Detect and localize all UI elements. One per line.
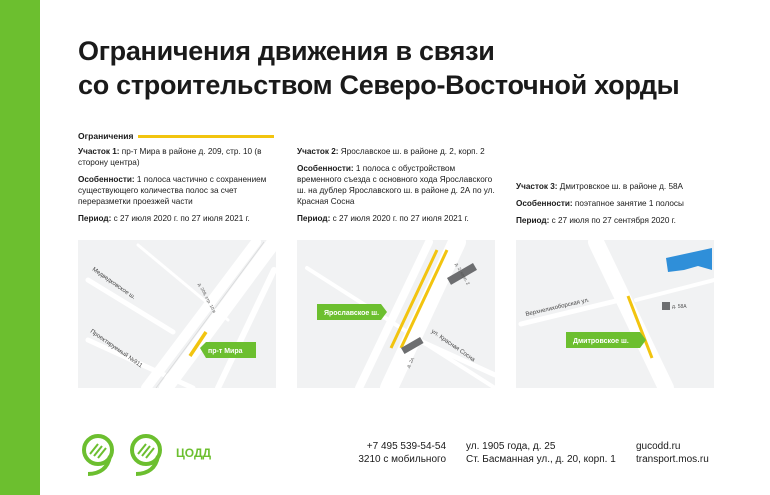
address-line-2: Ст. Басманная ул., д. 20, корп. 1 (466, 454, 616, 465)
section-2-period-label: Период: (297, 214, 331, 223)
map-3-house: д. 58А (672, 304, 687, 310)
section-2-features: 1 полоса с обустройством временного съезда с основного хода Ярославского ш. на дублер Ярославского ш. в районе д. 2А по ул. Красная Сосна (297, 164, 495, 206)
map-2-label: Ярославское ш. (324, 310, 380, 317)
phone-number: +7 495 539-54-54 (366, 441, 446, 452)
map-2-house-2: д. 2А (405, 356, 416, 369)
footer-address (466, 440, 616, 466)
map-3-street-1: Верхнелихоборская ул. (525, 297, 591, 318)
map-2-street-1: ул. Красная Сосна (429, 328, 476, 364)
address-line-1: ул. 1905 года, д. 25 (466, 441, 556, 452)
section-3-features: поэтапное занятие 1 полосы (572, 199, 684, 208)
section-2-label: Участок 2: (297, 147, 339, 156)
page-title (78, 34, 679, 102)
brand-stripe (0, 0, 40, 495)
map-3 (516, 240, 714, 388)
section-2-features-label: Особенности: (297, 164, 354, 173)
footer-sites (636, 440, 709, 466)
map-1 (78, 240, 276, 388)
map-3-water (666, 248, 712, 272)
section-3-location: Дмитровское ш. в районе д. 58А (557, 182, 684, 191)
map-1-label: пр-т Мира (208, 348, 243, 355)
site-link-gucodd[interactable]: gucodd.ru (636, 441, 681, 452)
title-line-1: Ограничения движения в связи (78, 36, 495, 66)
map-2-house-1: д. 2, корп. 2 (454, 262, 471, 286)
footer-phone (352, 440, 446, 466)
site-link-transport[interactable]: transport.mos.ru (636, 454, 709, 465)
section-3-label: Участок 3: (516, 182, 558, 191)
section-2-location: Ярославское ш. в районе д. 2, корп. 2 (338, 147, 485, 156)
section-1-period-label: Период: (78, 214, 112, 223)
map-1-street-1: Медведковское ш. (90, 266, 137, 302)
section-3-features-label: Особенности: (516, 199, 573, 208)
section-1-period: с 27 июля 2020 г. по 27 июля 2021 г. (111, 214, 250, 223)
map-1-street-2: Проектируемый №911 (88, 328, 144, 370)
section-2 (297, 146, 502, 230)
map-2 (297, 240, 495, 388)
section-1-label: Участок 1: (78, 147, 120, 156)
legend-line (138, 135, 274, 138)
title-line-2: со строительством Северо-Восточной хорды (78, 70, 680, 100)
mobile-short-number: 3210 с мобильного (358, 454, 446, 465)
section-1-features-label: Особенности: (78, 175, 135, 184)
section-3-period-label: Период: (516, 216, 550, 225)
codd-logo-icon (76, 432, 176, 476)
legend-label: Ограничения (78, 131, 134, 141)
map-3-label: Дмитровское ш. (573, 338, 629, 345)
section-1-location: пр-т Мира в районе д. 209, стр. 10 (в сторону центра) (78, 147, 262, 167)
section-3-period: с 27 июля по 27 сентября 2020 г. (549, 216, 676, 225)
section-2-period: с 27 июля 2020 г. по 27 июля 2021 г. (330, 214, 469, 223)
logo-text: ЦОДД (176, 446, 212, 460)
section-1-features: 1 полоса частично с сохранением существующего количества полос за счет переразметки проезжей части (78, 175, 267, 206)
section-1 (78, 146, 278, 230)
section-3 (516, 181, 721, 232)
map-1-house: д. 209, стр. 10 в (197, 282, 218, 314)
